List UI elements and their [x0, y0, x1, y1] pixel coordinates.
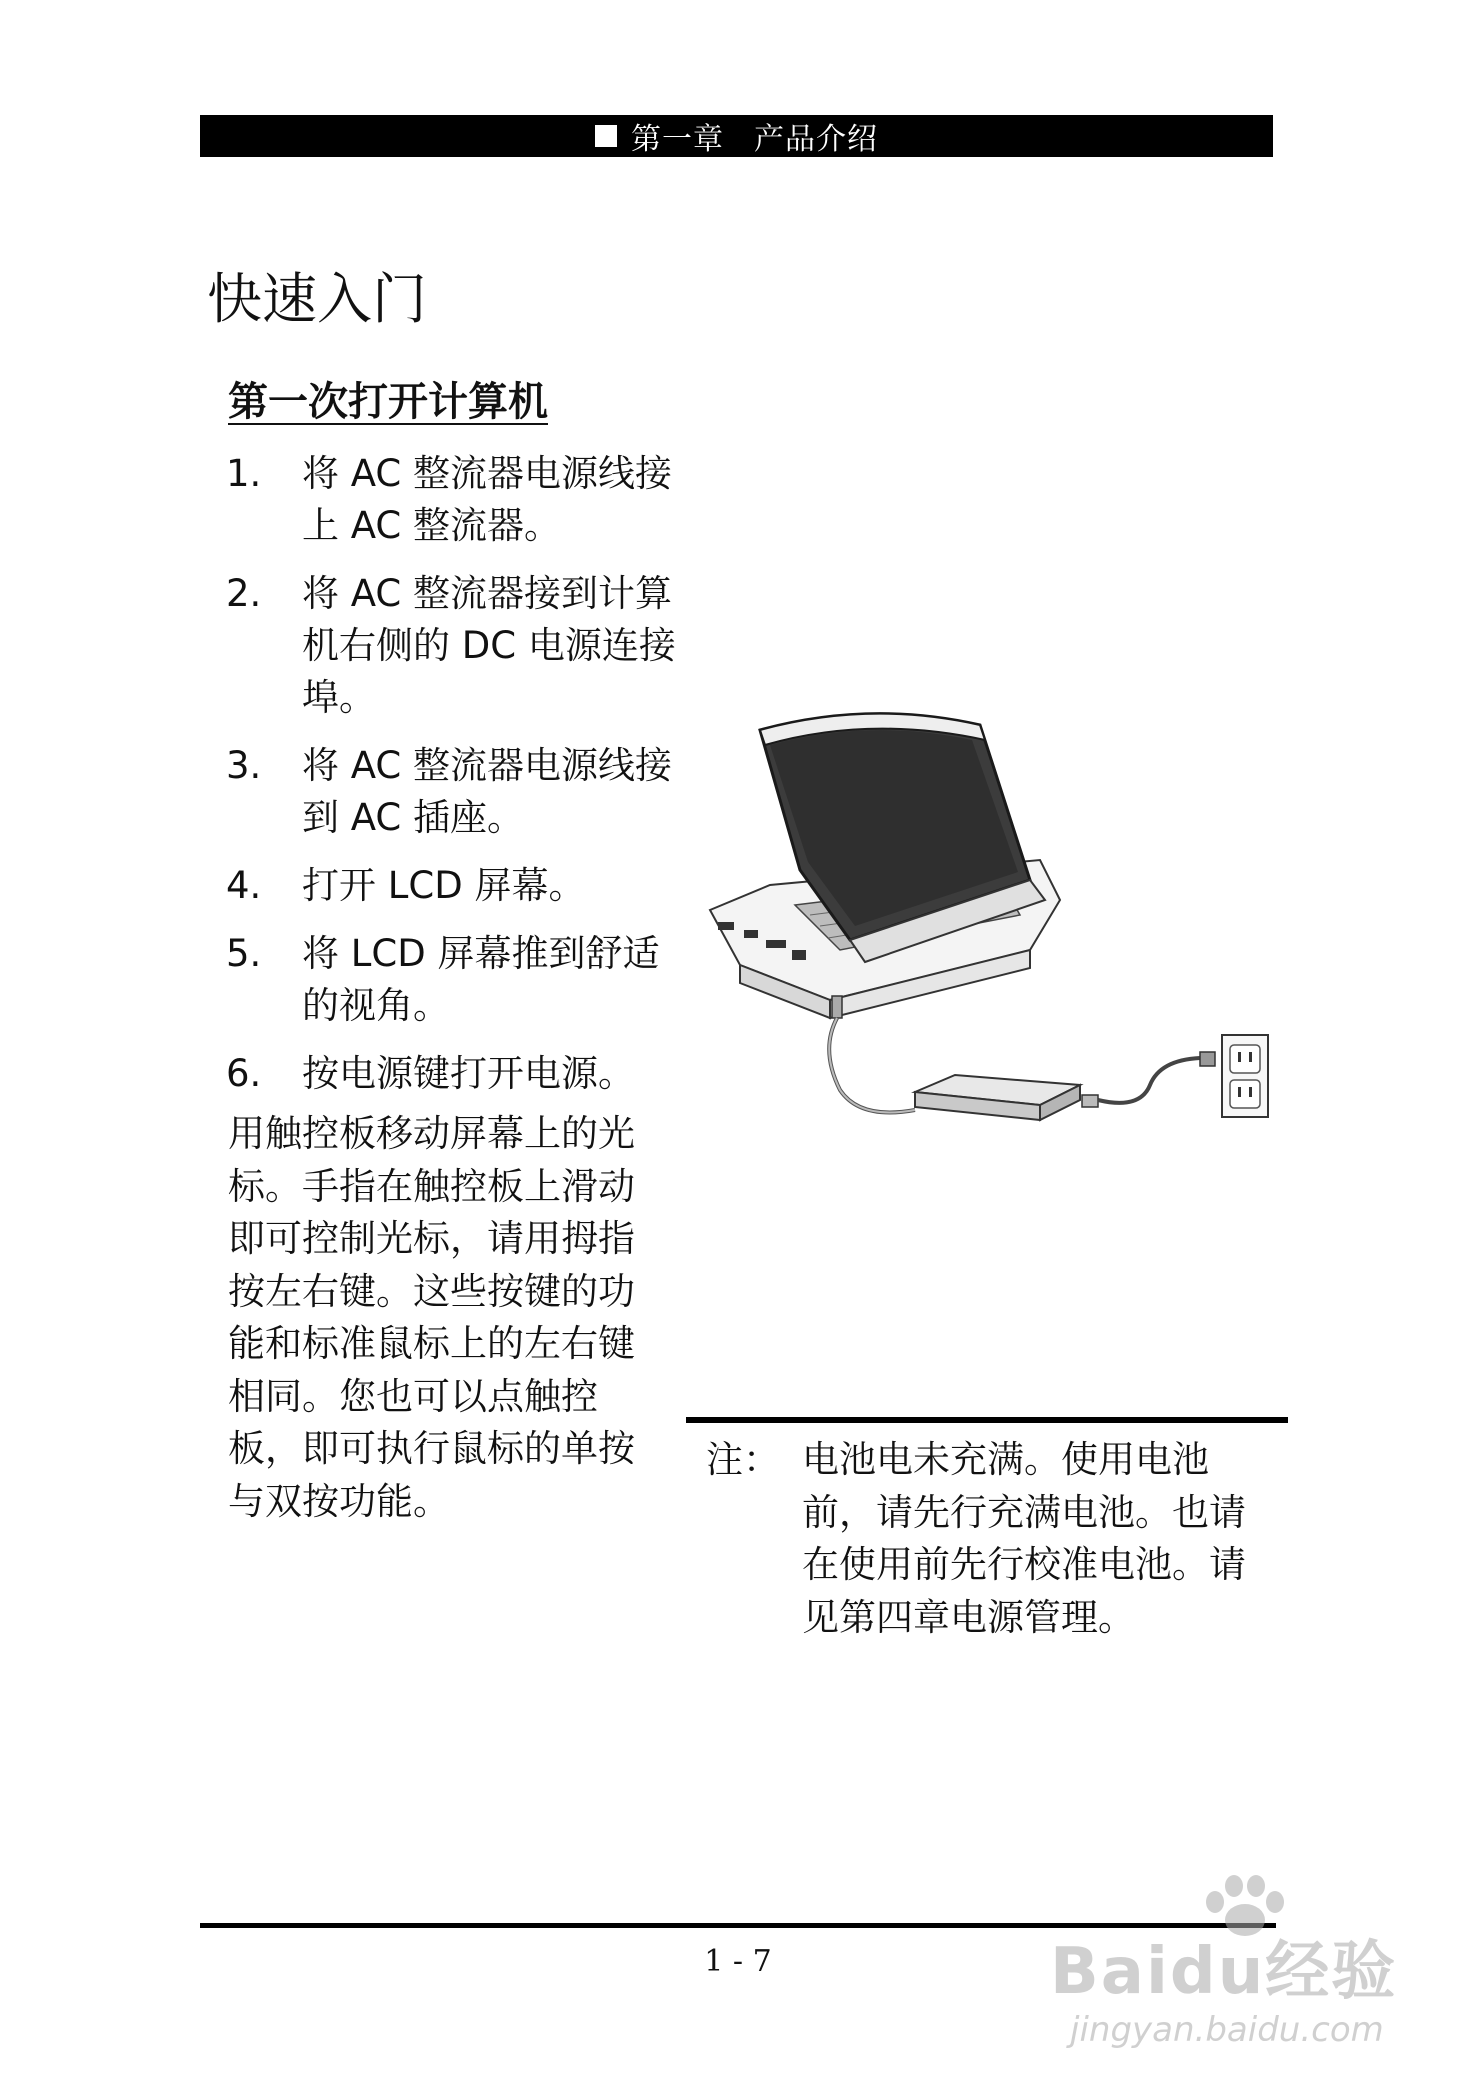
step-text: 将 AC 整流器电源线接到 AC 插座。 — [302, 744, 673, 839]
step-number: 3. — [226, 744, 262, 787]
subsection-title: 第一次打开计算机 — [228, 379, 548, 425]
list-item — [226, 740, 676, 844]
page-number: 1 - 7 — [704, 1944, 772, 1979]
step-number: 2. — [226, 572, 262, 615]
list-item — [226, 568, 676, 724]
step-number: 5. — [226, 932, 262, 975]
watermark — [1040, 1872, 1420, 2072]
list-item — [226, 448, 676, 552]
step-number: 6. — [226, 1052, 262, 1095]
note-label: 注： — [706, 1438, 780, 1481]
note-box — [706, 1434, 1266, 1644]
step-number: 4. — [226, 864, 262, 907]
section-title: 快速入门 — [207, 267, 428, 331]
chapter-title: 产品介绍 — [754, 122, 878, 157]
laptop-illustration — [700, 700, 1280, 1140]
step-text: 将 LCD 屏幕推到舒适的视角。 — [302, 932, 660, 1027]
laptop-adapter-svg — [700, 700, 1280, 1140]
step-number: 1. — [226, 452, 262, 495]
square-bullet-icon — [595, 125, 617, 147]
steps-list — [226, 448, 676, 1116]
step-text: 打开 LCD 屏幕。 — [302, 864, 586, 907]
touchpad-paragraph: 用触控板移动屏幕上的光标。手指在触控板上滑动即可控制光标，请用拇指按左右键。这些按键的功能和标准鼠标上的左右键相同。您也可以点触控板，即可执行鼠标的单按与双按功能。 — [228, 1112, 635, 1523]
step-text: 将 AC 整流器接到计算机右侧的 DC 电源连接埠。 — [302, 572, 676, 719]
list-item — [226, 1048, 676, 1100]
list-item — [226, 928, 676, 1032]
step-text: 按电源键打开电源。 — [302, 1052, 635, 1095]
chapter-label: 第一章 — [631, 122, 724, 157]
list-item — [226, 860, 676, 912]
chapter-header-bar — [200, 115, 1273, 157]
watermark-url: jingyan.baidu.com — [1070, 2010, 1384, 2050]
note-text: 电池电未充满。使用电池前，请先行充满电池。也请在使用前先行校准电池。请见第四章电源管理。 — [802, 1438, 1246, 1639]
watermark-brand: Baidu经验 — [1050, 1935, 1398, 2009]
note-divider — [686, 1417, 1288, 1423]
step-text: 将 AC 整流器电源线接上 AC 整流器。 — [302, 452, 673, 547]
